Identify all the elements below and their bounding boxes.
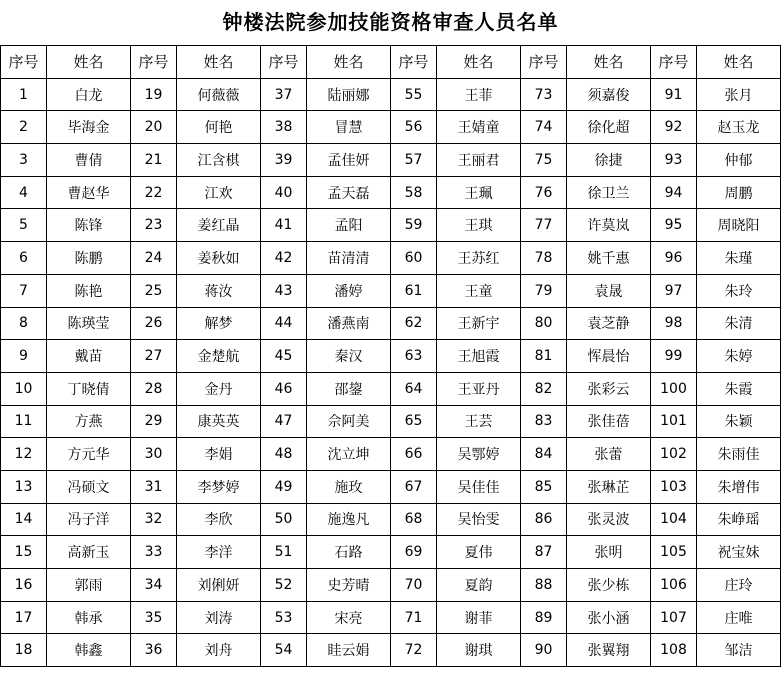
name-cell: 陈锋: [47, 209, 131, 242]
seq-cell: 46: [261, 372, 307, 405]
seq-cell: 55: [391, 78, 437, 111]
name-cell: 徐捷: [567, 144, 651, 177]
name-cell: 张月: [697, 78, 781, 111]
name-cell: 姜秋如: [177, 242, 261, 275]
seq-cell: 82: [521, 372, 567, 405]
seq-cell: 48: [261, 438, 307, 471]
name-cell: 王芸: [437, 405, 521, 438]
seq-cell: 23: [131, 209, 177, 242]
name-cell: 王菲: [437, 78, 521, 111]
name-cell: 朱霞: [697, 372, 781, 405]
seq-cell: 63: [391, 340, 437, 373]
seq-cell: 84: [521, 438, 567, 471]
name-cell: 须嘉俊: [567, 78, 651, 111]
name-cell: 夏伟: [437, 536, 521, 569]
name-cell: 吴佳佳: [437, 470, 521, 503]
seq-cell: 44: [261, 307, 307, 340]
seq-cell: 59: [391, 209, 437, 242]
seq-cell: 106: [651, 569, 697, 602]
seq-cell: 90: [521, 634, 567, 667]
seq-cell: 87: [521, 536, 567, 569]
name-cell: 吴怡雯: [437, 503, 521, 536]
table-row: [1, 144, 781, 177]
seq-cell: 52: [261, 569, 307, 602]
seq-cell: 103: [651, 470, 697, 503]
name-cell: 王旭霞: [437, 340, 521, 373]
seq-cell: 104: [651, 503, 697, 536]
seq-cell: 27: [131, 340, 177, 373]
seq-cell: 94: [651, 176, 697, 209]
column-header-name: 姓名: [177, 46, 261, 79]
name-cell: 周鹏: [697, 176, 781, 209]
seq-cell: 15: [1, 536, 47, 569]
name-cell: 戴苗: [47, 340, 131, 373]
column-header-name: 姓名: [47, 46, 131, 79]
column-header-name: 姓名: [567, 46, 651, 79]
name-cell: 江含棋: [177, 144, 261, 177]
name-cell: 冒慧: [307, 111, 391, 144]
table-row: [1, 634, 781, 667]
name-cell: 李洋: [177, 536, 261, 569]
seq-cell: 99: [651, 340, 697, 373]
seq-cell: 96: [651, 242, 697, 275]
name-cell: 江欢: [177, 176, 261, 209]
seq-cell: 62: [391, 307, 437, 340]
seq-cell: 30: [131, 438, 177, 471]
name-cell: 徐化超: [567, 111, 651, 144]
seq-cell: 32: [131, 503, 177, 536]
name-cell: 吴鄂婷: [437, 438, 521, 471]
seq-cell: 91: [651, 78, 697, 111]
seq-cell: 95: [651, 209, 697, 242]
seq-cell: 45: [261, 340, 307, 373]
seq-cell: 72: [391, 634, 437, 667]
column-header-seq: 序号: [651, 46, 697, 79]
name-cell: 金丹: [177, 372, 261, 405]
name-cell: 王苏红: [437, 242, 521, 275]
table-row: [1, 438, 781, 471]
column-header-seq: 序号: [391, 46, 437, 79]
seq-cell: 69: [391, 536, 437, 569]
name-cell: 仲郁: [697, 144, 781, 177]
name-cell: 施玫: [307, 470, 391, 503]
seq-cell: 42: [261, 242, 307, 275]
table-row: [1, 470, 781, 503]
name-cell: 陈艳: [47, 274, 131, 307]
name-cell: 许莫岚: [567, 209, 651, 242]
seq-cell: 28: [131, 372, 177, 405]
seq-cell: 33: [131, 536, 177, 569]
seq-cell: 43: [261, 274, 307, 307]
name-cell: 袁芝静: [567, 307, 651, 340]
name-cell: 张琳芷: [567, 470, 651, 503]
name-cell: 姚千惠: [567, 242, 651, 275]
seq-cell: 60: [391, 242, 437, 275]
seq-cell: 9: [1, 340, 47, 373]
column-header-seq: 序号: [261, 46, 307, 79]
seq-cell: 51: [261, 536, 307, 569]
name-cell: 孟佳妍: [307, 144, 391, 177]
name-cell: 孟天磊: [307, 176, 391, 209]
roster-table: [0, 45, 781, 667]
column-header-name: 姓名: [437, 46, 521, 79]
column-header-seq: 序号: [521, 46, 567, 79]
name-cell: 王丽君: [437, 144, 521, 177]
name-cell: 潘燕南: [307, 307, 391, 340]
name-cell: 韩承: [47, 601, 131, 634]
name-cell: 王童: [437, 274, 521, 307]
name-cell: 毕海金: [47, 111, 131, 144]
seq-cell: 38: [261, 111, 307, 144]
table-row: [1, 569, 781, 602]
seq-cell: 56: [391, 111, 437, 144]
table-row: [1, 340, 781, 373]
name-cell: 刘舟: [177, 634, 261, 667]
seq-cell: 102: [651, 438, 697, 471]
seq-cell: 101: [651, 405, 697, 438]
seq-cell: 98: [651, 307, 697, 340]
seq-cell: 12: [1, 438, 47, 471]
name-cell: 方燕: [47, 405, 131, 438]
name-cell: 张小涵: [567, 601, 651, 634]
name-cell: 谢琪: [437, 634, 521, 667]
seq-cell: 78: [521, 242, 567, 275]
table-row: [1, 307, 781, 340]
seq-cell: 53: [261, 601, 307, 634]
seq-cell: 36: [131, 634, 177, 667]
name-cell: 何艳: [177, 111, 261, 144]
seq-cell: 105: [651, 536, 697, 569]
name-cell: 冯硕文: [47, 470, 131, 503]
seq-cell: 70: [391, 569, 437, 602]
seq-cell: 41: [261, 209, 307, 242]
table-row: [1, 242, 781, 275]
name-cell: 恽晨怡: [567, 340, 651, 373]
name-cell: 张蕾: [567, 438, 651, 471]
name-cell: 方元华: [47, 438, 131, 471]
name-cell: 高新玉: [47, 536, 131, 569]
seq-cell: 93: [651, 144, 697, 177]
name-cell: 刘俐妍: [177, 569, 261, 602]
table-row: [1, 78, 781, 111]
seq-cell: 76: [521, 176, 567, 209]
name-cell: 赵玉龙: [697, 111, 781, 144]
name-cell: 朱婷: [697, 340, 781, 373]
seq-cell: 2: [1, 111, 47, 144]
name-cell: 眭云娟: [307, 634, 391, 667]
seq-cell: 64: [391, 372, 437, 405]
name-cell: 曹赵华: [47, 176, 131, 209]
seq-cell: 10: [1, 372, 47, 405]
seq-cell: 29: [131, 405, 177, 438]
name-cell: 孟阳: [307, 209, 391, 242]
name-cell: 张佳蓓: [567, 405, 651, 438]
name-cell: 宋亮: [307, 601, 391, 634]
seq-cell: 107: [651, 601, 697, 634]
name-cell: 姜红晶: [177, 209, 261, 242]
seq-cell: 49: [261, 470, 307, 503]
seq-cell: 66: [391, 438, 437, 471]
name-cell: 王珮: [437, 176, 521, 209]
name-cell: 刘涛: [177, 601, 261, 634]
name-cell: 张灵波: [567, 503, 651, 536]
seq-cell: 68: [391, 503, 437, 536]
name-cell: 韩鑫: [47, 634, 131, 667]
seq-cell: 40: [261, 176, 307, 209]
name-cell: 沈立坤: [307, 438, 391, 471]
name-cell: 庄玲: [697, 569, 781, 602]
name-cell: 邹洁: [697, 634, 781, 667]
name-cell: 张彩云: [567, 372, 651, 405]
name-cell: 朱颖: [697, 405, 781, 438]
seq-cell: 24: [131, 242, 177, 275]
seq-cell: 100: [651, 372, 697, 405]
table-row: [1, 209, 781, 242]
table-row: [1, 503, 781, 536]
name-cell: 夏韵: [437, 569, 521, 602]
seq-cell: 5: [1, 209, 47, 242]
seq-cell: 97: [651, 274, 697, 307]
name-cell: 袁晟: [567, 274, 651, 307]
name-cell: 秦汉: [307, 340, 391, 373]
page-title: 钟楼法院参加技能资格审查人员名单: [222, 10, 559, 34]
name-cell: 金楚航: [177, 340, 261, 373]
name-cell: 施逸凡: [307, 503, 391, 536]
table-body: [1, 78, 781, 666]
name-cell: 周晓阳: [697, 209, 781, 242]
seq-cell: 54: [261, 634, 307, 667]
name-cell: 朱玲: [697, 274, 781, 307]
name-cell: 冯子洋: [47, 503, 131, 536]
seq-cell: 25: [131, 274, 177, 307]
seq-cell: 16: [1, 569, 47, 602]
name-cell: 李娟: [177, 438, 261, 471]
seq-cell: 75: [521, 144, 567, 177]
seq-cell: 50: [261, 503, 307, 536]
column-header-name: 姓名: [307, 46, 391, 79]
name-cell: 解梦: [177, 307, 261, 340]
column-header-seq: 序号: [131, 46, 177, 79]
name-cell: 张翼翔: [567, 634, 651, 667]
name-cell: 郭雨: [47, 569, 131, 602]
table-row: [1, 405, 781, 438]
seq-cell: 67: [391, 470, 437, 503]
seq-cell: 3: [1, 144, 47, 177]
name-cell: 王新宇: [437, 307, 521, 340]
name-cell: 佘阿美: [307, 405, 391, 438]
seq-cell: 71: [391, 601, 437, 634]
name-cell: 祝宝妹: [697, 536, 781, 569]
seq-cell: 85: [521, 470, 567, 503]
seq-cell: 22: [131, 176, 177, 209]
name-cell: 陈鹏: [47, 242, 131, 275]
name-cell: 石路: [307, 536, 391, 569]
name-cell: 苗清清: [307, 242, 391, 275]
seq-cell: 57: [391, 144, 437, 177]
seq-cell: 20: [131, 111, 177, 144]
seq-cell: 58: [391, 176, 437, 209]
seq-cell: 39: [261, 144, 307, 177]
name-cell: 康英英: [177, 405, 261, 438]
table-row: [1, 536, 781, 569]
table-row: [1, 176, 781, 209]
seq-cell: 19: [131, 78, 177, 111]
table-row: [1, 111, 781, 144]
seq-cell: 81: [521, 340, 567, 373]
seq-cell: 13: [1, 470, 47, 503]
seq-cell: 80: [521, 307, 567, 340]
table-row: [1, 274, 781, 307]
seq-cell: 74: [521, 111, 567, 144]
seq-cell: 7: [1, 274, 47, 307]
name-cell: 张少栋: [567, 569, 651, 602]
seq-cell: 31: [131, 470, 177, 503]
name-cell: 王琪: [437, 209, 521, 242]
seq-cell: 83: [521, 405, 567, 438]
name-cell: 王亚丹: [437, 372, 521, 405]
name-cell: 王婧童: [437, 111, 521, 144]
seq-cell: 73: [521, 78, 567, 111]
seq-cell: 77: [521, 209, 567, 242]
seq-cell: 6: [1, 242, 47, 275]
seq-cell: 4: [1, 176, 47, 209]
seq-cell: 8: [1, 307, 47, 340]
name-cell: 白龙: [47, 78, 131, 111]
seq-cell: 88: [521, 569, 567, 602]
name-cell: 朱增伟: [697, 470, 781, 503]
name-cell: 朱峥瑶: [697, 503, 781, 536]
name-cell: 朱清: [697, 307, 781, 340]
name-cell: 李欣: [177, 503, 261, 536]
name-cell: 朱瑾: [697, 242, 781, 275]
seq-cell: 14: [1, 503, 47, 536]
name-cell: 何薇薇: [177, 78, 261, 111]
name-cell: 陆丽娜: [307, 78, 391, 111]
seq-cell: 35: [131, 601, 177, 634]
seq-cell: 65: [391, 405, 437, 438]
table-header-row: [1, 46, 781, 79]
table-row: [1, 372, 781, 405]
seq-cell: 92: [651, 111, 697, 144]
name-cell: 潘婷: [307, 274, 391, 307]
name-cell: 谢菲: [437, 601, 521, 634]
seq-cell: 1: [1, 78, 47, 111]
seq-cell: 26: [131, 307, 177, 340]
name-cell: 邵鋆: [307, 372, 391, 405]
seq-cell: 34: [131, 569, 177, 602]
seq-cell: 86: [521, 503, 567, 536]
seq-cell: 108: [651, 634, 697, 667]
name-cell: 曹倩: [47, 144, 131, 177]
seq-cell: 17: [1, 601, 47, 634]
name-cell: 丁晓倩: [47, 372, 131, 405]
name-cell: 徐卫兰: [567, 176, 651, 209]
name-cell: 庄唯: [697, 601, 781, 634]
name-cell: 史芳晴: [307, 569, 391, 602]
seq-cell: 21: [131, 144, 177, 177]
name-cell: 张明: [567, 536, 651, 569]
seq-cell: 79: [521, 274, 567, 307]
seq-cell: 11: [1, 405, 47, 438]
name-cell: 陈瑛莹: [47, 307, 131, 340]
seq-cell: 18: [1, 634, 47, 667]
name-cell: 朱雨佳: [697, 438, 781, 471]
seq-cell: 61: [391, 274, 437, 307]
name-cell: 蒋汝: [177, 274, 261, 307]
seq-cell: 37: [261, 78, 307, 111]
seq-cell: 89: [521, 601, 567, 634]
column-header-seq: 序号: [1, 46, 47, 79]
seq-cell: 47: [261, 405, 307, 438]
column-header-name: 姓名: [697, 46, 781, 79]
table-row: [1, 601, 781, 634]
name-cell: 李梦婷: [177, 470, 261, 503]
